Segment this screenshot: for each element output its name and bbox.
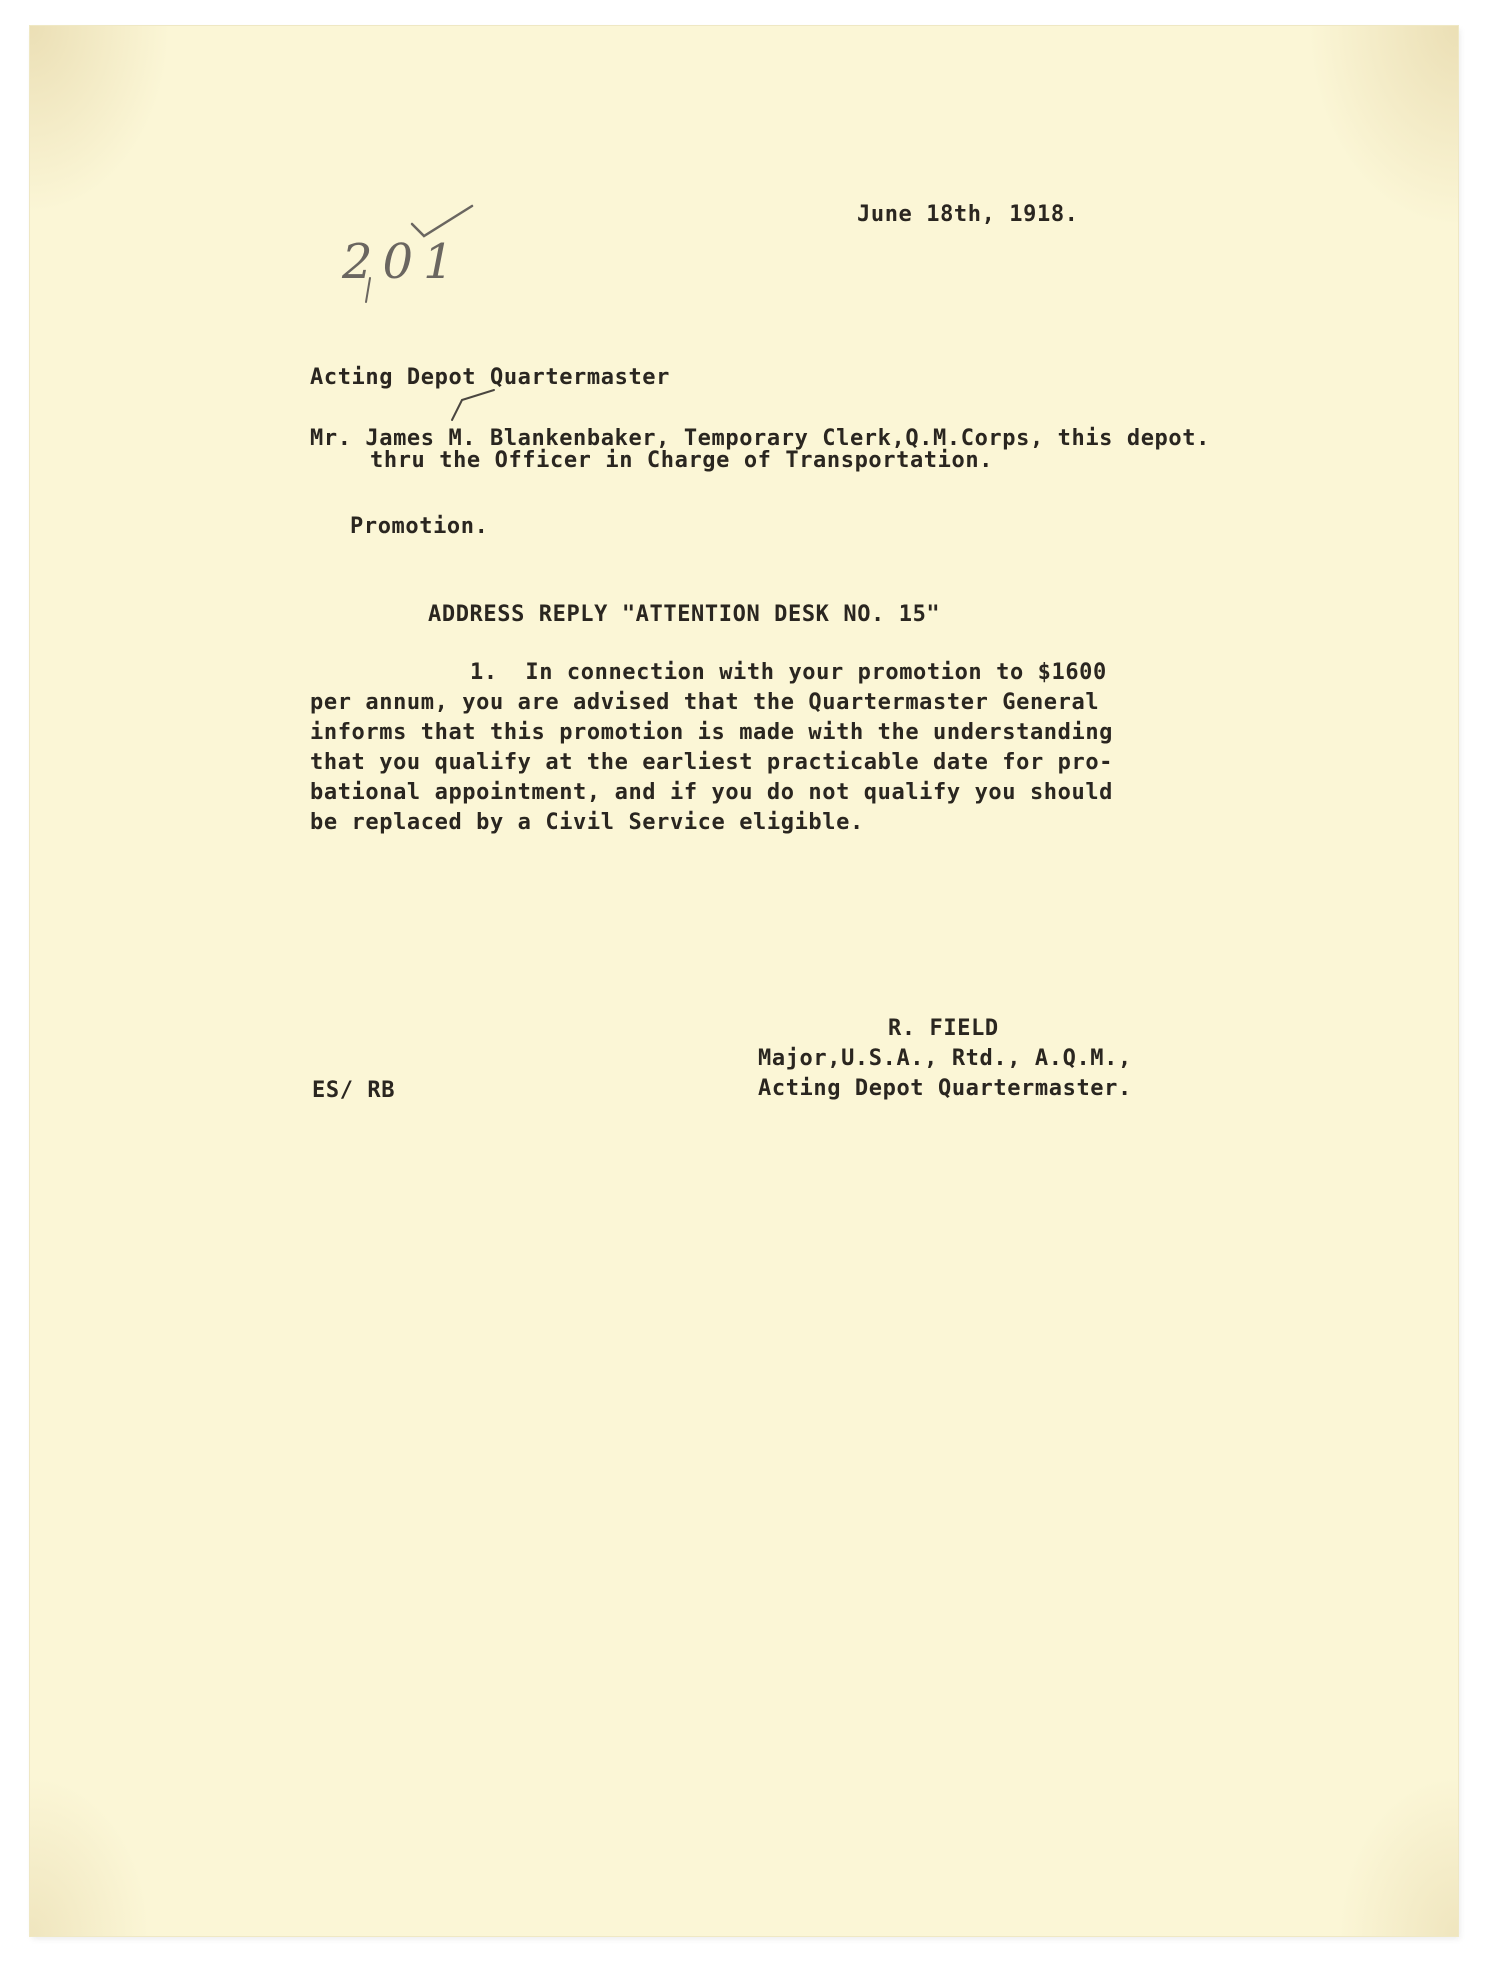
document-page [30, 26, 1458, 1936]
body-line-6: be replaced by a Civil Service eligible. [310, 810, 864, 835]
signature-name: R. FIELD [888, 1016, 999, 1041]
signature-title-2: Acting Depot Quartermaster. [758, 1076, 1132, 1101]
address-reply-line: ADDRESS REPLY "ATTENTION DESK NO. 15" [428, 602, 941, 627]
tick-mark-icon [448, 388, 498, 424]
file-number-underline [330, 274, 420, 304]
file-number: 201 [342, 234, 464, 290]
body-line-4: that you qualify at the earliest practicable date for pro- [310, 750, 1114, 775]
signature-title-1: Major,U.S.A., Rtd., A.Q.M., [758, 1046, 1132, 1071]
body-line-5: bational appointment, and if you do not qualify you should [310, 780, 1114, 805]
letter-to-line-2: thru the Officer in Charge of Transportation. [370, 448, 994, 473]
letter-date: June 18th, 1918. [857, 202, 1079, 227]
body-line-3: informs that this promotion is made with the understanding [310, 720, 1114, 745]
letter-subject: Promotion. [350, 514, 489, 539]
body-line-1: 1. In connection with your promotion to $1600 [470, 660, 1107, 685]
typist-initials: ES/ RB [312, 1078, 396, 1103]
letter-from: Acting Depot Quartermaster [310, 365, 670, 390]
body-line-2: per annum, you are advised that the Quartermaster General [310, 690, 1100, 715]
letter-to-line-1: Mr. James M. Blankenbaker, Temporary Clerk,Q.M.Corps, this depot. [310, 426, 1210, 451]
